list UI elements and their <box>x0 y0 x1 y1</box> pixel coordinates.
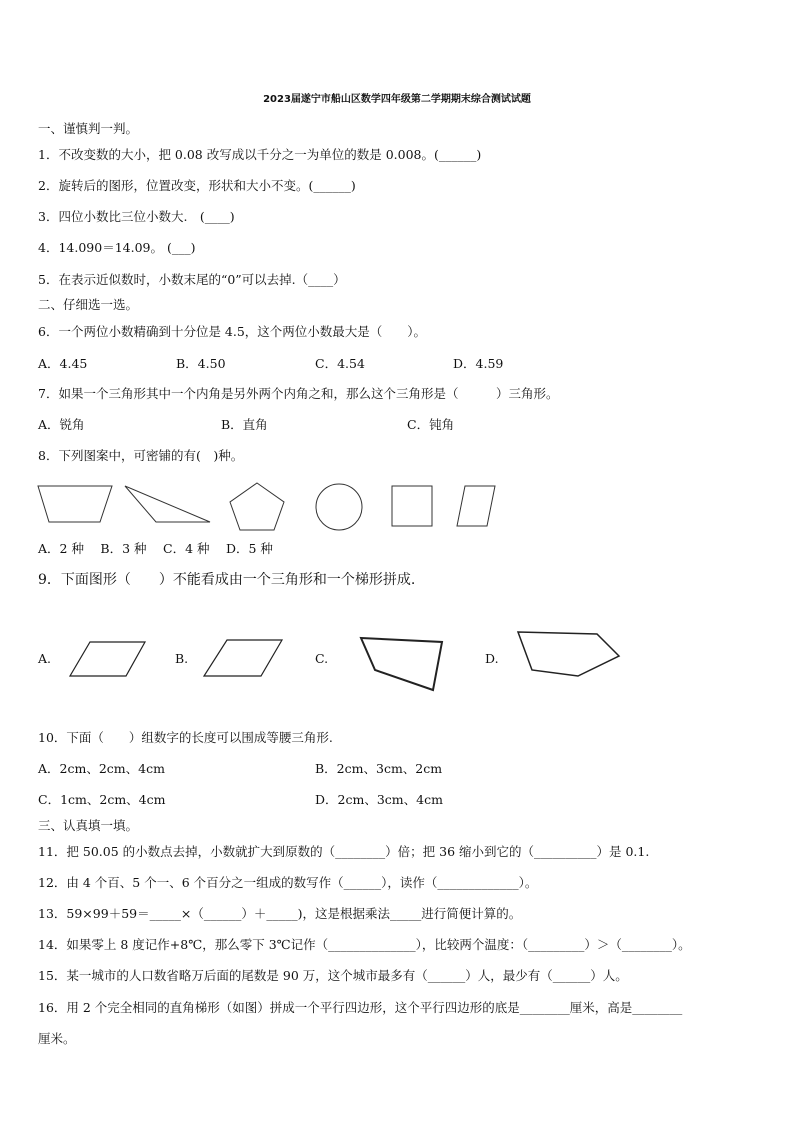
question-9: 9．下面图形（ ）不能看成由一个三角形和一个梯形拼成. <box>38 572 416 588</box>
q9-shape-c <box>361 638 442 690</box>
q10-option-a: A．2cm、2cm、4cm <box>38 761 165 776</box>
question-11: 11．把 50.05 的小数点去掉，小数就扩大到原数的（________）倍；把 36 缩小到它的（__________）是 0.1. <box>38 844 650 859</box>
q6-option-c: C．4.54 <box>315 356 365 371</box>
q8-shape-pentagon <box>230 483 284 530</box>
question-7: 7．如果一个三角形其中一个内角是另外两个内角之和，那么这个三角形是（ ）三角形。 <box>38 386 559 401</box>
q10-option-c: C．1cm、2cm、4cm <box>38 792 166 807</box>
q6-option-a: A．4.45 <box>38 356 88 371</box>
section-heading-fill: 三、认真填一填。 <box>38 818 139 833</box>
q9-shape-d <box>518 632 619 676</box>
q10-option-d: D．2cm、3cm、4cm <box>315 792 443 807</box>
q8-shapes-figure <box>30 478 510 534</box>
q7-option-c: C．钝角 <box>407 417 455 432</box>
q10-option-b: B．2cm、3cm、2cm <box>315 761 443 776</box>
q7-option-b: B．直角 <box>221 417 268 432</box>
q9-shapes-figure <box>0 620 640 700</box>
section-heading-choose: 二、仔细选一选。 <box>38 297 139 312</box>
question-10: 10．下面（ ）组数字的长度可以围成等腰三角形. <box>38 730 333 745</box>
q8-shape-trapezoid <box>38 486 112 522</box>
q8-shape-circle <box>316 484 362 530</box>
q8-shape-square <box>392 486 432 526</box>
q7-option-a: A．锐角 <box>38 417 85 432</box>
question-16: 16．用 2 个完全相同的直角梯形（如图）拼成一个平行四边形，这个平行四边形的底是________厘米，高是________ <box>38 1000 683 1015</box>
q8-shape-parallelogram <box>457 486 495 526</box>
q9-option-c: C. <box>315 651 329 666</box>
question-8: 8．下列图案中，可密铺的有( )种。 <box>38 448 244 463</box>
question-5: 5．在表示近似数时，小数末尾的“0”可以去掉.（____） <box>38 272 346 287</box>
question-14: 14．如果零上 8 度记作+8℃，那么零下 3℃记作（______________），比较两个温度：（_________）＞（________）。 <box>38 937 691 952</box>
question-3: 3．四位小数比三位小数大. (____) <box>38 209 235 224</box>
q8-shape-triangle <box>125 486 210 522</box>
page-title: 2023届遂宁市船山区数学四年级第二学期期末综合测试试题 <box>263 94 531 105</box>
q6-option-b: B．4.50 <box>176 356 226 371</box>
q9-option-a: A. <box>38 651 52 666</box>
question-2: 2．旋转后的图形，位置改变，形状和大小不变。(______) <box>38 178 356 193</box>
q9-shape-a <box>70 642 145 676</box>
q9-option-b: B. <box>175 651 189 666</box>
q9-option-d: D. <box>485 651 499 666</box>
q6-option-d: D．4.59 <box>453 356 504 371</box>
question-4: 4．14.090＝14.09。 (___) <box>38 240 196 255</box>
question-1: 1．不改变数的大小，把 0.08 改写成以千分之一为单位的数是 0.008。(______) <box>38 147 482 162</box>
question-16-continued: 厘米。 <box>38 1031 76 1046</box>
q8-options: A．2 种 B．3 种 C．4 种 D．5 种 <box>38 541 273 556</box>
q9-shape-b <box>204 640 282 676</box>
question-6: 6．一个两位小数精确到十分位是 4.5，这个两位小数最大是（ ）。 <box>38 324 427 339</box>
section-heading-judge: 一、谨慎判一判。 <box>38 121 139 136</box>
question-12: 12．由 4 个百、5 个一、6 个百分之一组成的数写作（______），读作（_____________）。 <box>38 875 538 890</box>
question-13: 13．59×99＋59＝_____×（______）＋_____)，这是根据乘法_____进行简便计算的。 <box>38 906 522 921</box>
question-15: 15．某一城市的人口数省略万后面的尾数是 90 万，这个城市最多有（______）人，最少有（______）人。 <box>38 968 628 983</box>
